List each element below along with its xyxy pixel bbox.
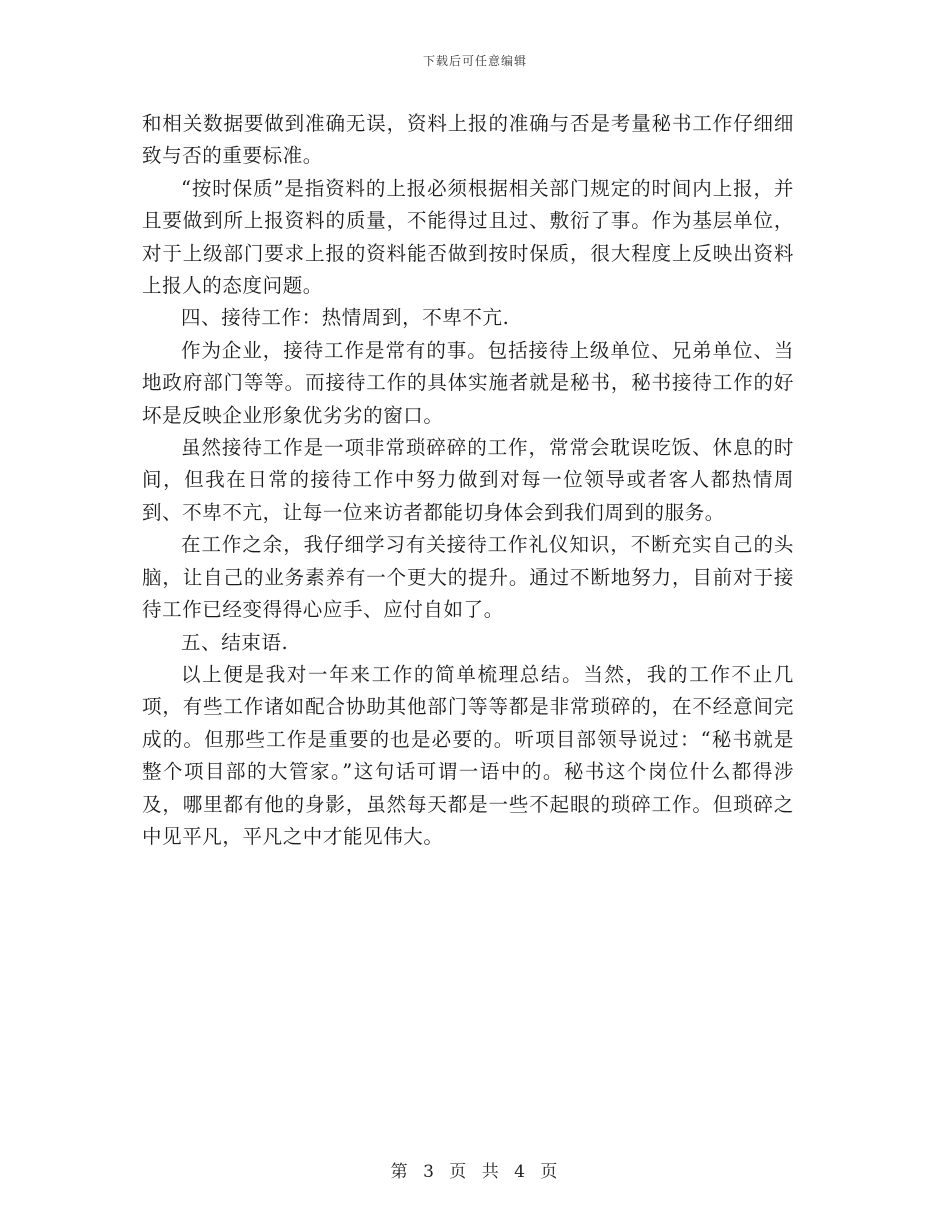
page-header: 下载后可任意编辑 xyxy=(422,54,527,68)
section-heading: 五、结束语. xyxy=(181,630,289,654)
document-body xyxy=(142,108,794,853)
page-number-footer: 第 3 页 共 4 页 xyxy=(390,1162,560,1182)
paragraph: “按时保质”是指资料的上报必须根据相关部门规定的时间内上报，并且要做到所上报资料的质量，不能得过且过、敷衍了事。作为基层单位，对于上级部门要求上报的资料能否做到按时保质，很大程度上反映出资料上报人的态度问题。 xyxy=(142,176,794,298)
section-heading: 四、接待工作：热情周到，不卑不亢. xyxy=(181,306,510,330)
paragraph: 虽然接待工作是一项非常琐碎碎的工作，常常会耽误吃饭、休息的时间，但我在日常的接待工作中努力做到对每一位领导或者客人都热情周到、不卑不亢，让每一位来访者都能切身体会到我们周到的服务。 xyxy=(142,436,794,524)
paragraph: 在工作之余，我仔细学习有关接待工作礼仪知识，不断充实自己的头脑，让自己的业务素养有一个更大的提升。通过不断地努力，目前对于接待工作已经变得得心应手、应付自如了。 xyxy=(142,533,794,622)
paragraph: 和相关数据要做到准确无误，资料上报的准确与否是考量秘书工作仔细细致与否的重要标准。 xyxy=(142,112,794,168)
paragraph: 以上便是我对一年来工作的简单梳理总结。当然，我的工作不止几项，有些工作诸如配合协助其他部门等等都是非常琐碎的，在不经意间完成的。但那些工作是重要的也是必要的。听项目部领导说过：“秘书就是整个项目部的大管家。”这句话可谓一语中的。秘书这个岗位什么都得涉及，哪里都有他的身影，虽然每天都是一些不起眼的琐碎工作。但琐碎之中见平凡，平凡之中才能见伟大。 xyxy=(142,662,794,848)
paragraph: 作为企业，接待工作是常有的事。包括接待上级单位、兄弟单位、当地政府部门等等。而接待工作的具体实施者就是秘书，秘书接待工作的好坏是反映企业形象优劣劣的窗口。 xyxy=(142,338,794,427)
